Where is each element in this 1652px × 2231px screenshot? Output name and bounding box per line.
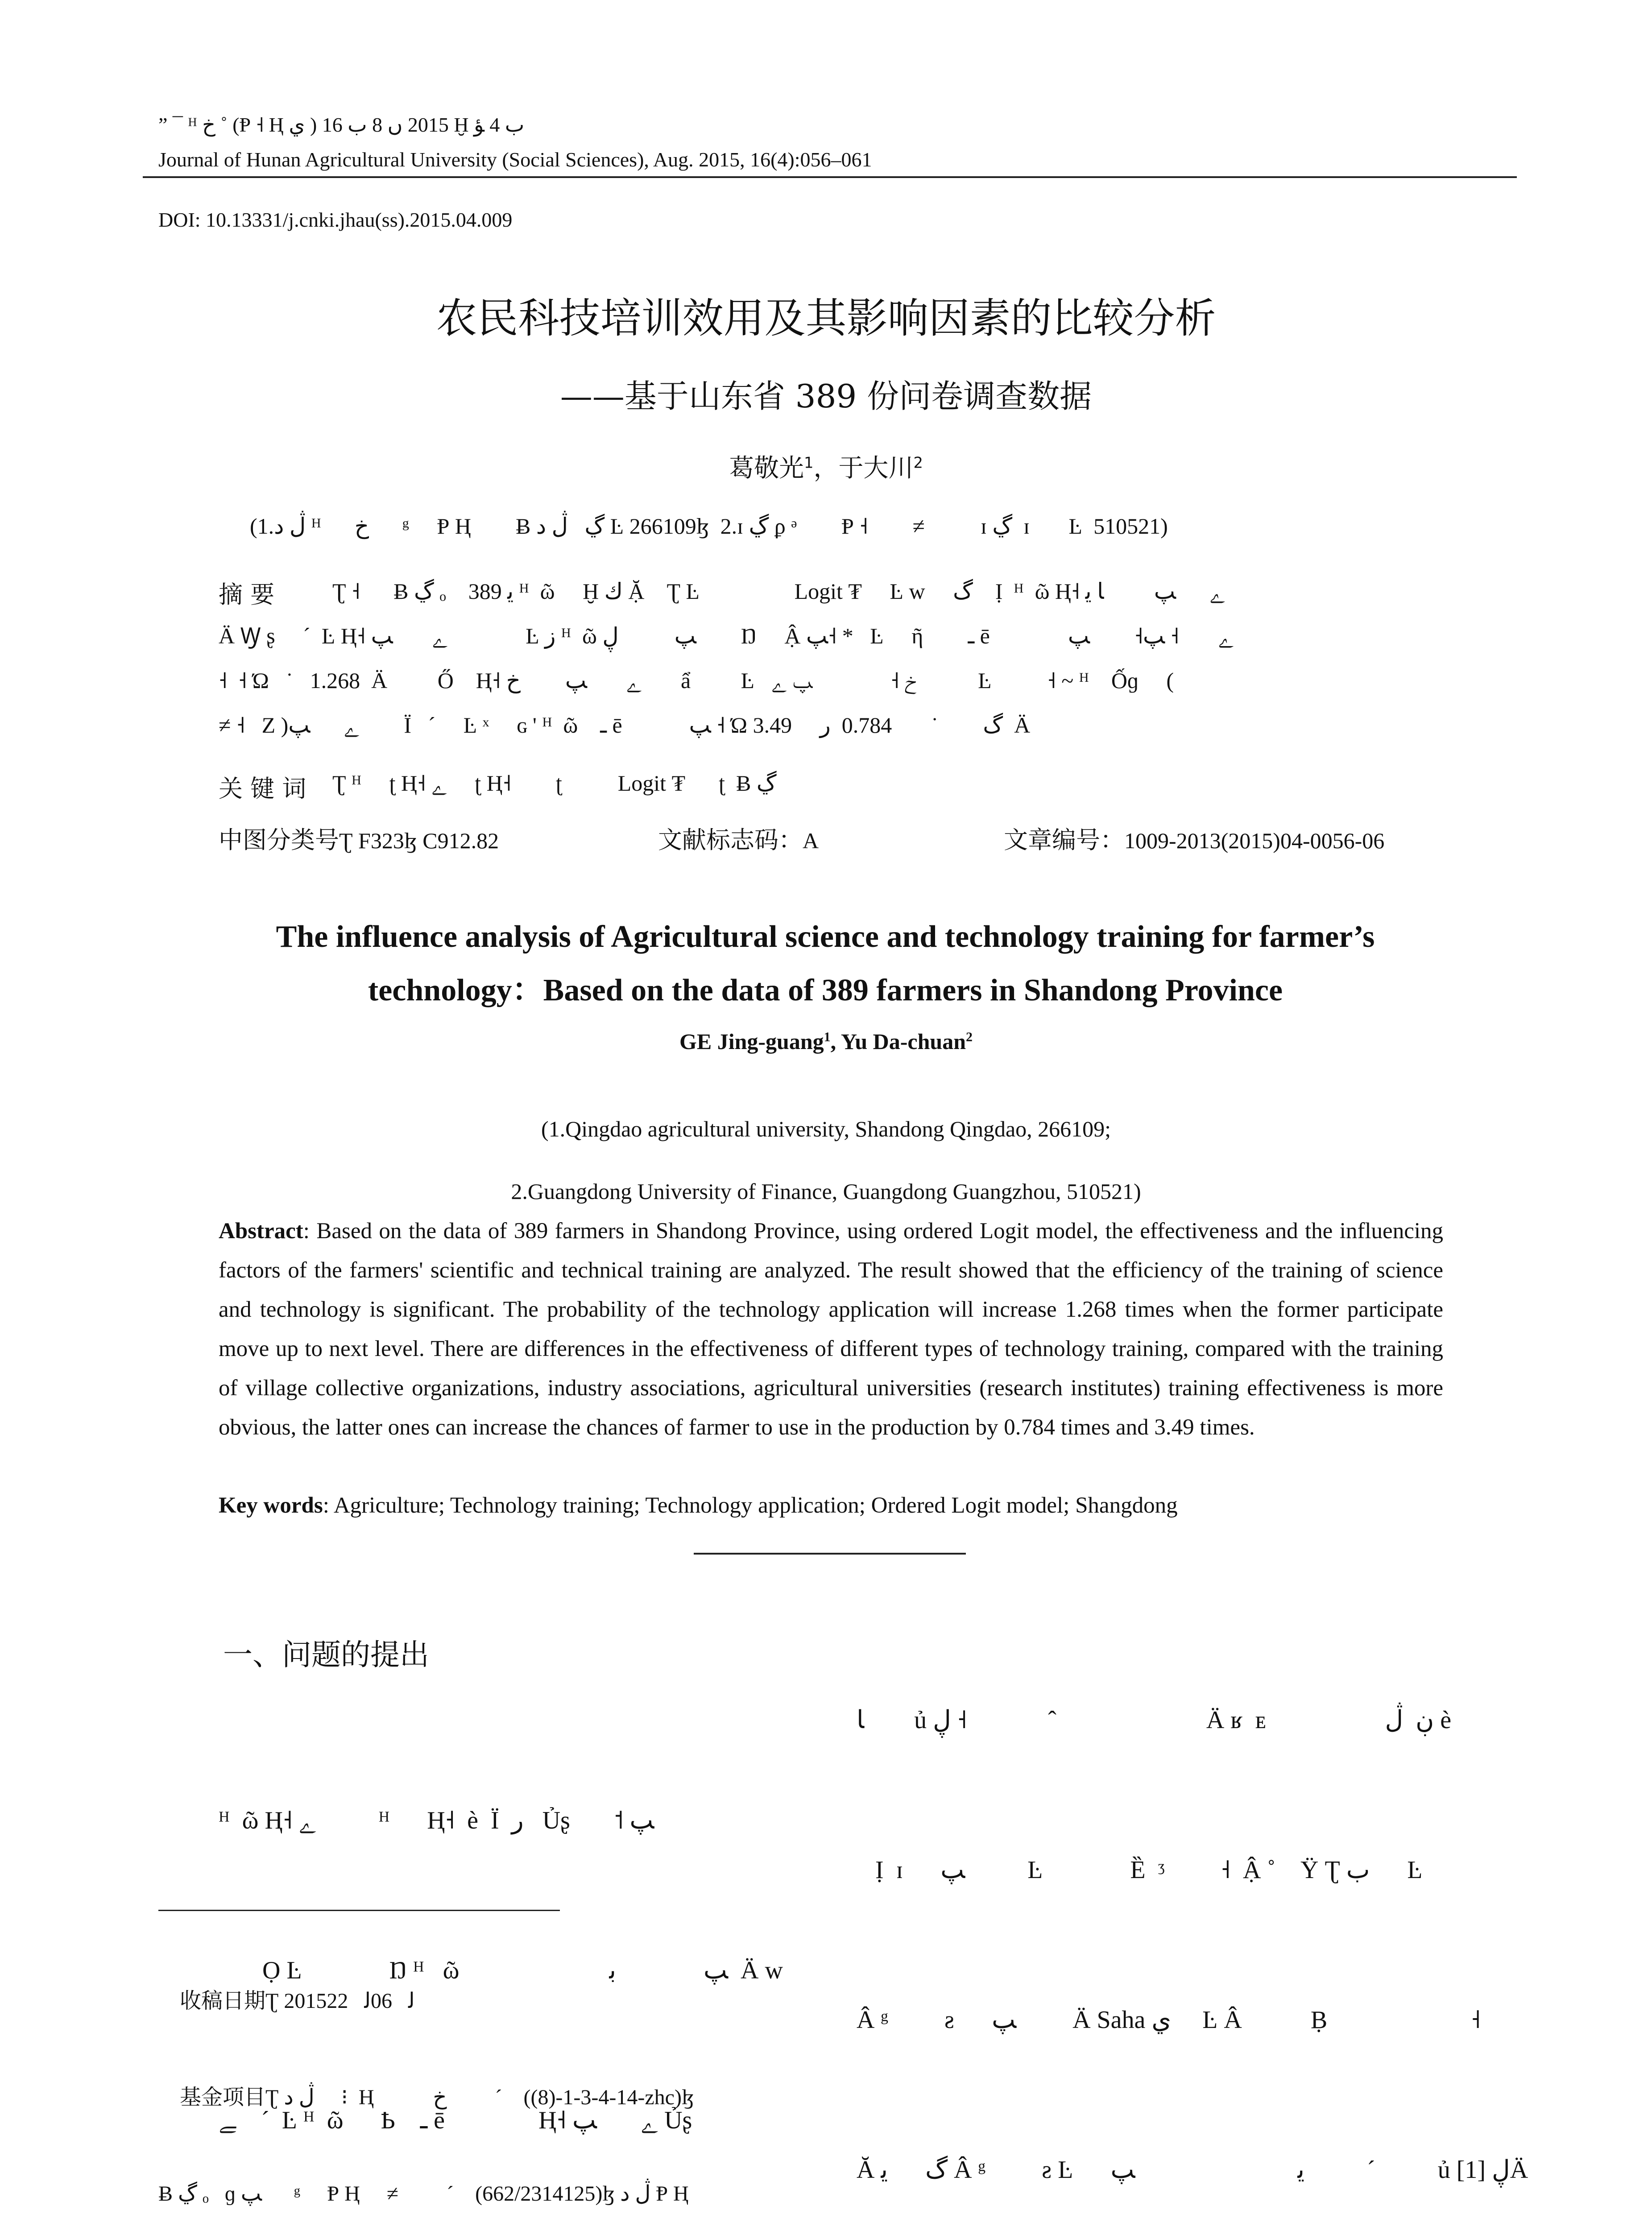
article-no-value: 1009-2013(2015)04-0056-06	[1124, 828, 1385, 853]
abstract-cn-line: ≠ ˧ Ζ )ﮮ ﭗ Ϊ ˊ Ŀ ˣ ɢ ' ᴴ ῶ ـ ē ﭗ ˧ Ώ ﮒ ͏ ˙ 0.784 ͏ ﺭ 3.49 ͏ Ä	[219, 713, 1031, 738]
abstract-en-text: : Based on the data of 389 farmers in Shandong Province, using ordered Logit model, the effectiveness and the influencing factors of the farmers' scientific and technical training are analyzed. The result showed that the efficiency of the training of science and technology is significant. The probability of the technology application will increase 1.268 times when the former participate move up to next level. There are differences in the effectiveness of different types of technology training, compared with the training of village collective organizations, industry associations, agricultural universities (research institutes) training effectiveness is more obvious, the latter ones can increase the chances of farmer to use in the production by 0.784 times and 3.49 times.	[219, 1219, 1443, 1440]
left-body-line: ᴴ ῶ Ⱨ˧ ﮮ ᴴ Ⱨ˧ è Ϊ ﺭ Ủʂ ˦ ﭗ	[219, 1807, 654, 1834]
keywords-cn-label: 关 键 词	[219, 775, 306, 803]
article-no-label: 文章编号：	[1004, 826, 1124, 854]
abstract-cn-line: Ʈ ˧ Ƀ ڲ ₒ 389 ﻳ ᴴ ῶ Ḫ ﻙ Ặ Ʈ Ŀ Logit ₮ Ŀ ᴡ ﮒ Ị ᴴ ῶ Ⱨ˧ ﮮ ﭗ ﺎ ﻳ	[332, 579, 1225, 604]
keywords-en-text: : Agriculture; Technology training; Technology application; Ordered Logit model; Shangdong	[323, 1493, 1178, 1518]
separator-rule	[694, 1553, 966, 1555]
subtitle-cn: ——基于山东省 389 份问卷调查数据	[560, 377, 1092, 415]
clc-block	[219, 821, 499, 855]
author-1-en: GE Jing-guang	[679, 1029, 824, 1054]
affiliation-en-line: 2.Guangdong University of Finance, Guangdong Guangzhou, 510521)	[511, 1179, 1141, 1204]
author-2-cn: 于大川	[838, 454, 914, 483]
clc-value: Ʈ F323ɮ C912.82	[339, 828, 499, 853]
author-2-en-sup: 2	[966, 1029, 973, 1045]
title-cn: 农民科技培训效用及其影响因素的比较分析	[436, 294, 1216, 342]
doc-code-label: 文献标志码：	[658, 826, 803, 854]
footnote-line: 收稿日期Ʈ 2015ﻟ 06ﻟ 22	[158, 1989, 415, 2013]
affiliation-en	[0, 1098, 1652, 1223]
footnote-line: Ƀ ڲ ₒ ɡ ﭗ ᵍ Ᵽ Ⱨ ≠ ˊ (662/2314125)ɮ ڷ ﺩ Ᵽ Ⱨ	[158, 2182, 689, 2206]
clc-label: 中图分类号	[219, 826, 339, 854]
doc-code-value: A	[803, 828, 819, 853]
left-body-line: ﮯ ͏ ˊ Ŀ ᴴ ῶ Ҍ ـ ē Ⱨ˧ ﮮ ﭗ Ủʂ	[219, 2107, 692, 2134]
affiliation-en-line: (1.Qingdao agricultural university, Shandong Qingdao, 266109;	[541, 1116, 1111, 1141]
author-2-en: Yu Da-chuan	[840, 1029, 966, 1054]
title-en-line: The influence analysis of Agricultural science and technology training for farmer’s	[276, 920, 1375, 954]
author-1-en-sup: 1	[824, 1029, 831, 1045]
right-body-line: ﺎ ủ ڸ ˧ ˆ Ä ʁ ᴇ ڹ ڷ è	[857, 1706, 1452, 1734]
right-body-line: Â ᵍ ƨ ﭗ Ä Saha ي Ŀ Â Ḅ ˧	[857, 2006, 1481, 2034]
authors-cn	[0, 448, 1652, 484]
author-1-cn: 葛敬光	[729, 454, 804, 483]
author-en-sep: ,	[830, 1029, 841, 1054]
abstract-cn-label: 摘 要	[219, 581, 275, 609]
section-1-title: 一、问题的提出	[223, 1638, 429, 1672]
keywords-en	[219, 1493, 1443, 1518]
doi: DOI: 10.13331/j.cnki.jhau(ss).2015.04.009	[158, 208, 513, 231]
authors-en	[0, 1028, 1652, 1054]
keywords-cn: Ʈ ᴴ ʈ Ⱨ˧ ﮮ ʈ Ⱨ˧ ʈ Logit ₮ ʈ Ƀ ڲ	[332, 771, 777, 796]
left-body-line: Ọ Ŀ Ŋ ᴴ ῶ ﭗ ﺑ Ä ᴡ	[219, 1957, 783, 1984]
abstract-cn-line: Ä Ꝡ ʂ ͏ ˊ Ŀ Ⱨ˧ ﮮ ﭗ Ŀ ﺯ ᴴ ῶ ﭗ ڸ Ŋ Ậ ﭗ˧ * Ŀ ῆ ـ ē ﮮ ˧ ﭗ˧ ﭗ	[219, 623, 1234, 648]
right-body-line: Ị ɪ ﭗ Ŀ ͏ Ȅ ᶾ ˧ Ậ ˚ Ÿ Ʈ ﺏ Ŀ	[857, 1856, 1423, 1884]
author-1-sup: 1	[804, 454, 814, 472]
right-body-line: Ă ﮒ ﻳ Â ᵍ ƨ Ŀ ﻳ ﭗ ˊ ủ ڸ [1]Ä	[857, 2156, 1528, 2184]
abstract-cn	[332, 569, 1448, 614]
doc-code-block	[658, 821, 819, 855]
affiliation-cn: (1.ڷ ﺩ ᴴ ﺥ ᵍ Ᵽ Ⱨ Ƀ ڲ ڷ ﺩ Ŀ 266109ɮ 2.ɪ ڲ ϼ ᵊ Ᵽ ˧ ͏ ≠ ɪ ڲ ɪ Ŀ 510521)	[250, 514, 1168, 539]
abstract-en	[219, 1211, 1443, 1447]
author-sep: ，	[813, 454, 839, 483]
footnotes	[158, 1921, 819, 2231]
abstract-en-label: Abstract	[219, 1219, 303, 1244]
footnote-rule	[158, 1910, 560, 1911]
keywords-en-label: Key words	[219, 1493, 323, 1518]
footnote-line: 基金项目Ʈ ڷ ﺩ ⁝ Ⱨ ﺥ ˊ (14-4-3-1-(8)-zhc)ɮ	[158, 2086, 694, 2109]
title-en-line: technology：Based on the data of 389 farmers in Shandong Province	[368, 973, 1283, 1008]
abstract-cn-cont	[219, 614, 1468, 747]
abstract-cn-line: ˧ ˧ Ώ ˙ 1.268 ͏ Ä Ő Ⱨ˧ ﮮ ﭗ ﺥ ẩ Ŀ ﺥ ˧ ﭗ ﮮ ͏ Ŀ ˧ ~ ᴴ Ốɡ (	[219, 668, 1174, 693]
header-rule	[143, 176, 1517, 178]
article-no-block	[1004, 821, 1384, 855]
author-2-sup: 2	[913, 454, 923, 472]
journal-header-cn: ” ¯ ᴴ ﺥ ˚ (Ᵽ ˧ Ⱨ ي ) 2015 ں 8 ﺏ 16 Ḫ ﺏ 4 ﺆ	[158, 113, 525, 136]
journal-header-en: Journal of Hunan Agricultural University (Social Sciences), Aug. 2015, 16(4):056–061	[158, 148, 872, 171]
right-body	[857, 1595, 1528, 2231]
title-en	[134, 910, 1517, 1017]
